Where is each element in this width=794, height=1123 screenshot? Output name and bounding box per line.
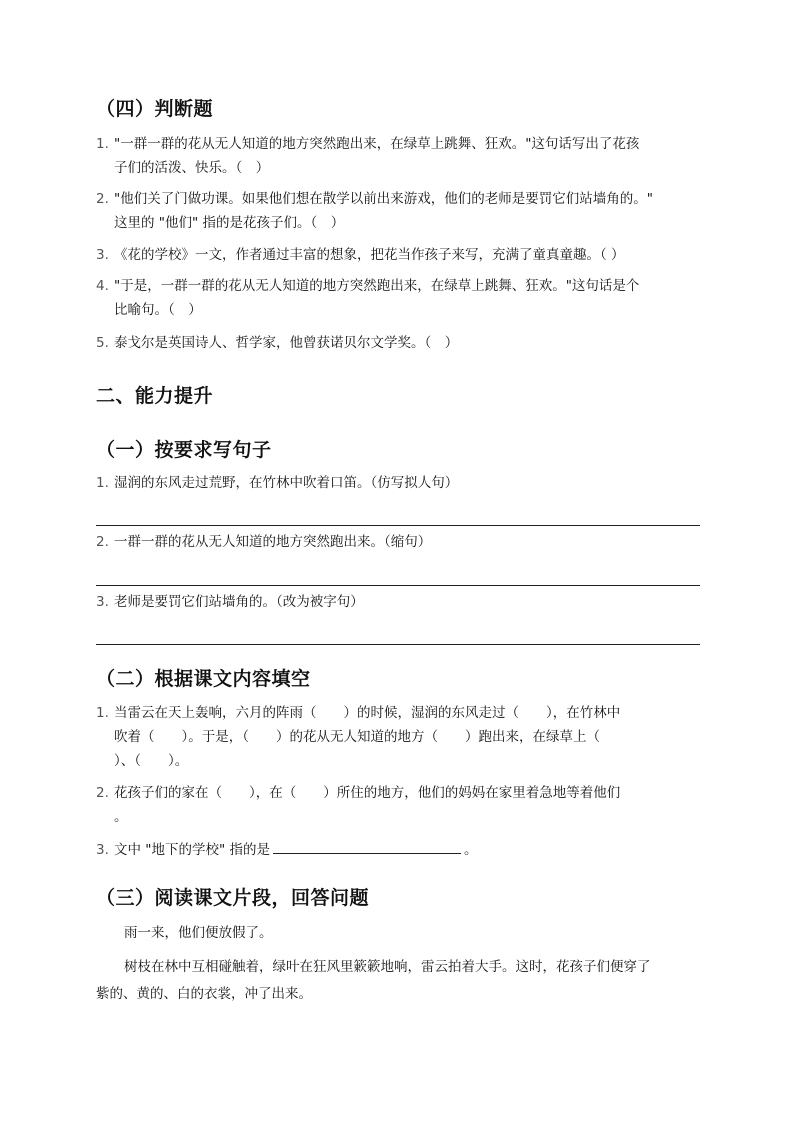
part-two-title: 二、能力提升 (96, 385, 214, 407)
item-line: 。 (114, 809, 128, 825)
item-number: 3. (96, 594, 109, 610)
fill-text-after: 。 (464, 842, 478, 858)
item-line: 《花的学校》一文，作者通过丰富的想象，把花当作孩子来写，充满了童真童趣。（ ） (114, 247, 625, 263)
fill-text-before: 文中 "地下的学校" 指的是 (114, 842, 271, 858)
fill-item-1 (96, 701, 696, 773)
section-read-title: （三）阅读课文片段，回答问题 (96, 887, 370, 909)
answer-line (96, 644, 700, 645)
fill-item-2 (96, 781, 696, 829)
item-number: 5. (96, 335, 109, 351)
item-number: 1. (96, 136, 109, 152)
section-rewrite-title: （一）按要求写句子 (96, 439, 272, 461)
item-line: 吹着（ ）。于是，（ ）的花从无人知道的地方（ ）跑出来，在绿草上（ (114, 729, 600, 745)
paragraph-line: 树枝在林中互相碰触着，绿叶在狂风里簌簌地响，雷云拍着大手。这时，花孩子们便穿了 (124, 959, 651, 975)
rewrite-item-3 (96, 590, 696, 614)
item-number: 2. (96, 191, 109, 207)
fill-item-3 (96, 838, 696, 862)
item-line (96, 838, 696, 862)
item-line: 湿润的东风走过荒野，在竹林中吹着口笛。（仿写拟人句） (114, 475, 459, 491)
item-line: 这里的 "他们" 指的是花孩子们。（ ） (114, 215, 345, 231)
paragraph-line: 紫的、黄的、白的衣裳，冲了出来。 (96, 986, 312, 1002)
item-line: 花孩子们的家在（ ），在（ ）所住的地方，他们的妈妈在家里着急地等着他们 (114, 785, 621, 801)
item-line: 一群一群的花从无人知道的地方突然跑出来。（缩句） (114, 534, 432, 550)
answer-blank (273, 839, 461, 854)
item-line: 比喻句。（ ） (114, 302, 202, 318)
item-line: "他们关了门做功课。如果他们想在散学以前出来游戏，他们的老师是要罚它们站墙角的。" (114, 191, 653, 207)
judge-item-1 (96, 132, 696, 180)
item-number: 1. (96, 705, 109, 721)
item-line: 老师是要罚它们站墙角的。（改为被字句） (114, 594, 364, 610)
item-line: "于是，一群一群的花从无人知道的地方突然跑出来，在绿草上跳舞、狂欢。"这句话是个 (114, 278, 640, 294)
answer-line (96, 525, 700, 526)
judge-item-4 (96, 274, 696, 322)
rewrite-item-1 (96, 471, 696, 495)
reading-paragraph-2 (96, 954, 700, 1008)
item-line: 泰戈尔是英国诗人、哲学家，他曾获诺贝尔文学奖。（ ） (114, 335, 459, 351)
judge-item-2 (96, 187, 696, 235)
section-fill-title: （二）根据课文内容填空 (96, 668, 311, 690)
item-number: 4. (96, 278, 109, 294)
reading-paragraph-1 (96, 920, 700, 947)
item-line: "一群一群的花从无人知道的地方突然跑出来，在绿草上跳舞、狂欢。"这句话写出了花孩 (114, 136, 640, 152)
rewrite-item-2 (96, 530, 696, 554)
item-number: 2. (96, 534, 109, 550)
item-number: 2. (96, 785, 109, 801)
item-line: 子们的活泼、快乐。（ ） (114, 160, 270, 176)
item-number: 1. (96, 475, 109, 491)
item-number: 3. (96, 247, 109, 263)
item-line: ）、（ ）。 (114, 753, 189, 769)
section-judge-title: （四）判断题 (96, 98, 214, 120)
paragraph-line: 雨一来，他们便放假了。 (124, 925, 273, 941)
judge-item-5 (96, 331, 696, 355)
judge-item-3 (96, 243, 696, 267)
item-line: 当雷云在天上轰响，六月的阵雨（ ）的时候，湿润的东风走过（ ），在竹林中 (114, 705, 621, 721)
item-number: 3. (96, 842, 109, 858)
answer-line (96, 585, 700, 586)
